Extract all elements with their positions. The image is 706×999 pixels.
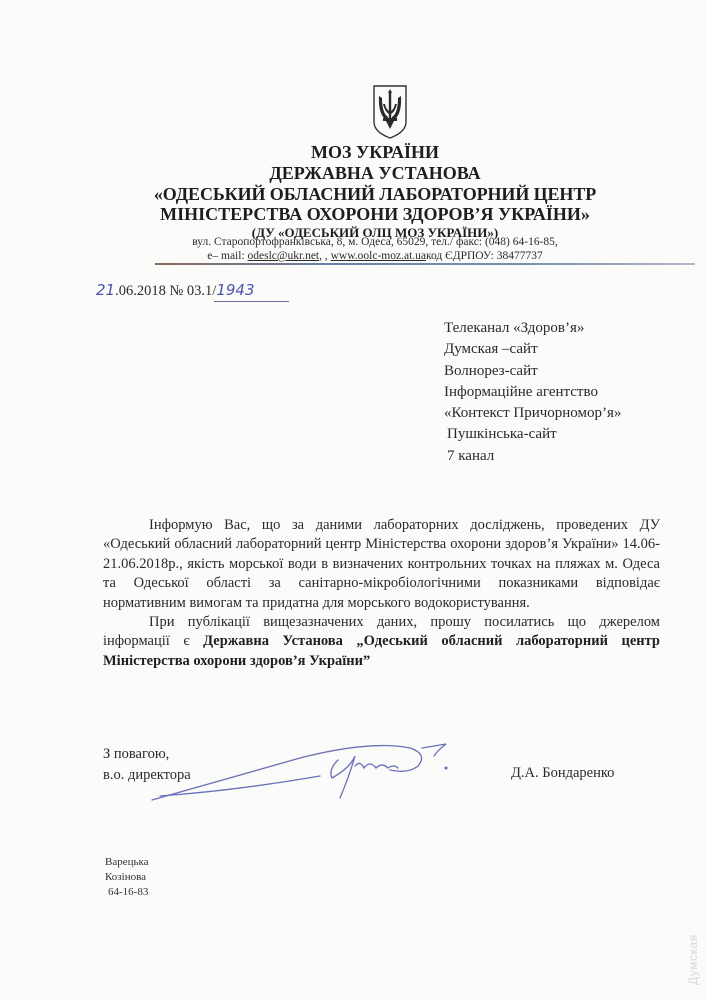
- email-link[interactable]: odeslc@ukr.net: [247, 250, 320, 262]
- recipient-item: Пушкінська-сайт: [447, 426, 557, 443]
- signer-position: в.о. директора: [103, 767, 191, 783]
- recipient-item: Інформаційне агентство: [444, 383, 598, 400]
- letterhead: [150, 143, 600, 240]
- handwritten-number: 1943: [216, 281, 255, 299]
- number-prefix: № 03.1/: [165, 283, 217, 299]
- address-line: вул. Старопортофранківська, 8, м. Одеса, 65029, тел./ факс: (048) 64-16-85,: [192, 236, 558, 248]
- trident-coat-of-arms-icon: [372, 84, 408, 140]
- letter-body: [103, 516, 660, 671]
- email-label: е– mail:: [207, 250, 248, 262]
- reference-line: [96, 281, 255, 300]
- body-paragraph-2: [103, 613, 660, 671]
- website-link[interactable]: www.oolc-moz.at.ua: [330, 250, 426, 262]
- executors-block: [105, 855, 149, 900]
- recipients-list: [444, 318, 621, 467]
- source-watermark: Думская: [686, 934, 700, 985]
- body-paragraph-1: Інформую Вас, що за даними лабораторних досліджень, проведених ДУ «Одеський обласний лабораторний центр Міністерства охорони здоров’я України» 14.06-21.06.2018р., якість морської води в визначених контрольних точках на пляжах м. Одеса та Одеської області за санітарно-мікробіологічними показниками відповідає нормативним вимогам та придатна для морського водокористування.: [103, 517, 660, 611]
- institution-name-line2: МІНІСТЕРСТВА ОХОРОНИ ЗДОРОВ’Я УКРАЇНИ»: [160, 204, 590, 224]
- paragraph-2-text: При публікації вищезазначених даних, прошу посилатись що джерелом інформації є: [103, 614, 660, 650]
- recipient-item: Волнорез-сайт: [444, 362, 538, 379]
- institution-name-line1: «ОДЕСЬКИЙ ОБЛАСНИЙ ЛАБОРАТОРНИЙ ЦЕНТР: [153, 184, 597, 204]
- institution-type: ДЕРЖАВНА УСТАНОВА: [269, 163, 481, 183]
- recipient-item: Телеканал «Здоров’я»: [444, 320, 585, 336]
- signer-name: Д.А. Бондаренко: [511, 765, 615, 781]
- header-divider: [155, 263, 695, 265]
- contact-info: [150, 235, 600, 263]
- handwritten-day: 21: [96, 281, 116, 299]
- separator: , ,: [319, 250, 331, 262]
- email-line: [150, 249, 600, 263]
- recipient-item: 7 канал: [447, 447, 495, 464]
- executor-name: Варецька: [105, 856, 149, 868]
- recipient-item: Думская –сайт: [444, 341, 538, 358]
- executor-name: Козінова: [105, 871, 147, 883]
- date-rest: .06.2018: [115, 283, 166, 299]
- recipient-item: «Контекст Причорномор’я»: [444, 405, 622, 422]
- edrpou-code: код ЄДРПОУ: 38477737: [426, 250, 543, 262]
- closing-phrase: З повагою,: [103, 746, 170, 762]
- reference-number-field: [216, 281, 254, 300]
- handwritten-signature: [150, 738, 470, 804]
- executor-phone: 64-16-83: [108, 886, 149, 898]
- institution-short-name: (ДУ «ОДЕСЬКИЙ ОЛЦ МОЗ УКРАЇНИ»): [251, 225, 499, 240]
- paragraph-2-institution: Державна Установа „Одеський обласний лабораторний центр Міністерства охорони здоров’я України”: [103, 633, 660, 669]
- ministry-name: МОЗ УКРАЇНИ: [311, 142, 439, 162]
